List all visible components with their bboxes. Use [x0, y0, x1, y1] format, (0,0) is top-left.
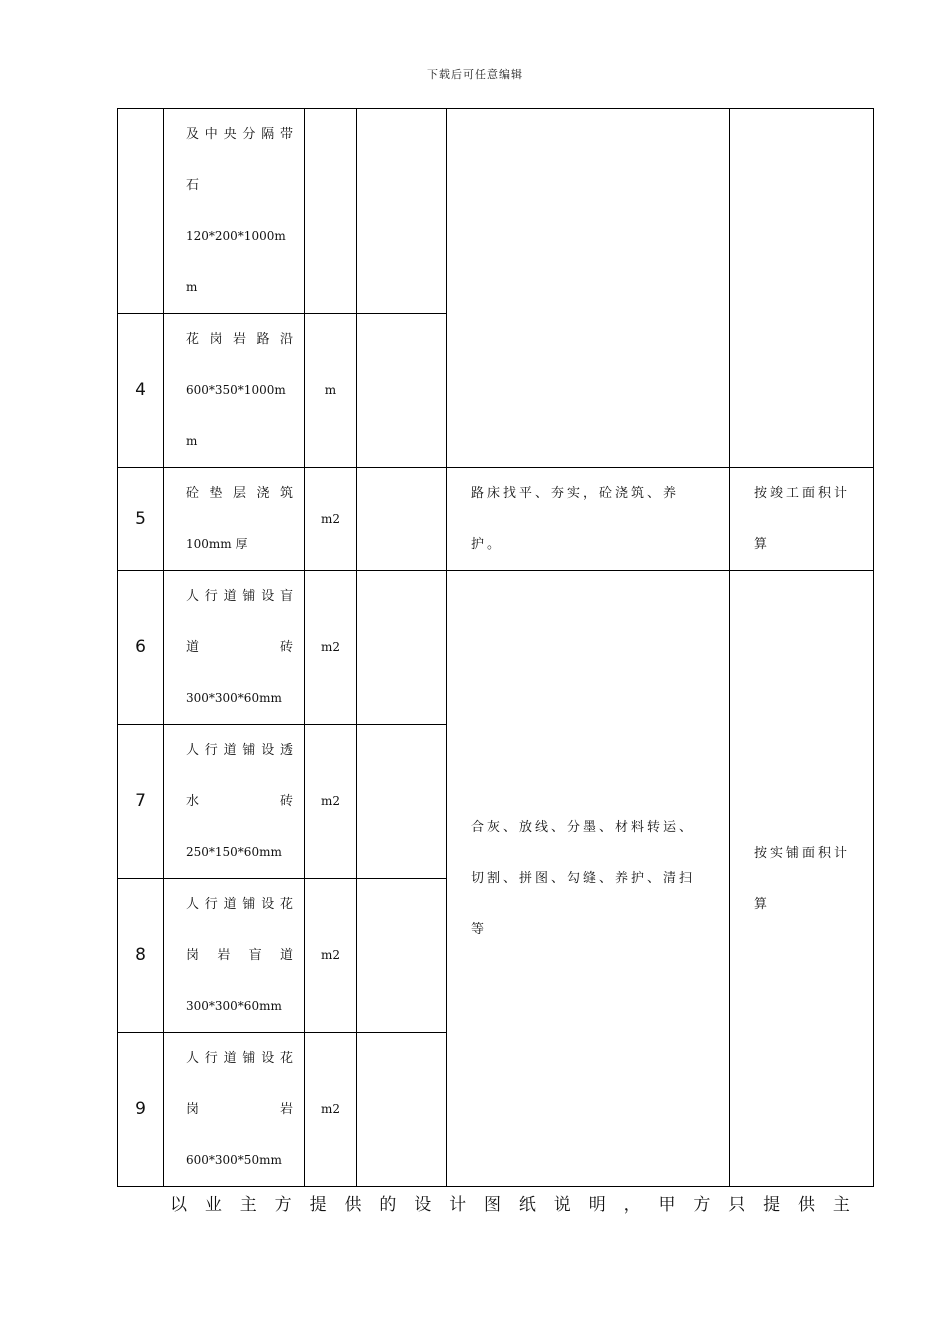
- measure-rule-cell: [730, 109, 874, 468]
- table-row: [118, 109, 874, 314]
- work-content-line: 等: [471, 922, 488, 937]
- item-unit: m2: [305, 879, 357, 1033]
- item-quantity: [357, 879, 447, 1033]
- body-paragraph-char: 方: [274, 1195, 292, 1215]
- row-number: [118, 109, 164, 314]
- body-paragraph-char: ，: [623, 1195, 641, 1215]
- item-name-line: 300*300*60mm: [186, 999, 282, 1013]
- item-name: [164, 725, 305, 879]
- body-paragraph-char: 说: [553, 1195, 571, 1215]
- body-paragraph-char: 的: [379, 1195, 397, 1215]
- item-name-line: 600*300*50mm: [186, 1153, 282, 1167]
- item-name-line: 250*150*60mm: [186, 845, 282, 859]
- measure-rule-line: 算: [754, 896, 771, 912]
- item-quantity: [357, 468, 447, 571]
- body-paragraph-char: 甲: [658, 1195, 676, 1215]
- row-number: 7: [118, 725, 164, 879]
- measure-rule-line: 按实铺面积计: [754, 845, 851, 861]
- item-quantity: [357, 571, 447, 725]
- work-content-cell: [447, 109, 730, 468]
- body-paragraph-char: 纸: [518, 1195, 536, 1215]
- spec-table: [117, 108, 874, 1187]
- body-paragraph-char: 主: [239, 1195, 257, 1215]
- work-content-line: 护。: [471, 537, 504, 552]
- item-name: [164, 109, 305, 314]
- body-paragraph-char: 以: [170, 1195, 187, 1215]
- body-paragraph-char: 提: [309, 1195, 327, 1215]
- body-paragraph-char: 设: [414, 1195, 432, 1215]
- row-number: 6: [118, 571, 164, 725]
- work-content-cell: [447, 468, 730, 571]
- item-unit: m: [305, 314, 357, 468]
- item-name: [164, 879, 305, 1033]
- body-paragraph-char: 主: [832, 1195, 850, 1215]
- item-name-line: 砼垫层浇筑: [186, 486, 296, 501]
- item-quantity: [357, 109, 447, 314]
- item-unit: m2: [305, 725, 357, 879]
- item-unit: m2: [305, 571, 357, 725]
- item-unit: m2: [305, 468, 357, 571]
- item-name: [164, 468, 305, 571]
- measure-rule-cell: [730, 571, 874, 1187]
- item-name-line: 人行道铺设花: [186, 897, 296, 912]
- item-name-line: 岗 岩: [186, 1102, 296, 1117]
- table-row: [118, 468, 874, 571]
- body-paragraph: [170, 1190, 850, 1215]
- work-content-line: 切割、拼图、勾缝、养护、清扫: [471, 871, 696, 886]
- item-name-line: 人行道铺设透: [186, 743, 296, 758]
- item-quantity: [357, 1033, 447, 1187]
- work-content-line: 合灰、放线、分墨、材料转运、: [471, 820, 696, 835]
- item-name-line: 600*350*1000m: [186, 383, 286, 397]
- measure-rule-line: 算: [754, 537, 771, 552]
- measure-rule-line: 按竣工面积计: [754, 486, 851, 501]
- body-paragraph-char: 提: [763, 1195, 781, 1215]
- row-number: 5: [118, 468, 164, 571]
- item-name-line: 人行道铺设盲: [186, 589, 296, 604]
- work-content-line: 路床找平、夯实，砼浇筑、养: [471, 486, 680, 501]
- item-name-line: 岗 岩 盲 道: [186, 948, 296, 963]
- item-name-line: 300*300*60mm: [186, 691, 282, 705]
- body-paragraph-char: 业: [204, 1195, 222, 1215]
- measure-rule-cell: [730, 468, 874, 571]
- body-paragraph-char: 明: [588, 1195, 606, 1215]
- item-name-line: m: [186, 280, 198, 294]
- page-header: 下载后可任意编辑: [427, 68, 523, 81]
- row-number: 8: [118, 879, 164, 1033]
- table-row: [118, 571, 874, 725]
- item-name-line: m: [186, 434, 198, 448]
- item-name-line: 人行道铺设花: [186, 1051, 296, 1066]
- item-unit: [305, 109, 357, 314]
- item-quantity: [357, 314, 447, 468]
- item-name-line: 及中央分隔带: [186, 127, 296, 142]
- item-name-line: 120*200*1000m: [186, 229, 286, 243]
- item-name: [164, 1033, 305, 1187]
- item-name-line: 石: [186, 178, 203, 193]
- row-number: 4: [118, 314, 164, 468]
- row-number: 9: [118, 1033, 164, 1187]
- item-name: [164, 571, 305, 725]
- item-name: [164, 314, 305, 468]
- body-paragraph-char: 供: [798, 1195, 816, 1215]
- body-paragraph-char: 方: [693, 1195, 711, 1215]
- body-paragraph-char: 只: [728, 1195, 746, 1215]
- item-unit: m2: [305, 1033, 357, 1187]
- work-content-cell: [447, 571, 730, 1187]
- item-name-line: 水 砖: [186, 794, 296, 809]
- item-name-line: 100mm 厚: [186, 537, 248, 551]
- item-name-line: 花岗岩路沿: [186, 332, 296, 347]
- body-paragraph-char: 图: [484, 1195, 502, 1215]
- item-quantity: [357, 725, 447, 879]
- body-paragraph-char: 计: [449, 1195, 467, 1215]
- item-name-line: 道 砖: [186, 640, 296, 655]
- body-paragraph-char: 供: [344, 1195, 362, 1215]
